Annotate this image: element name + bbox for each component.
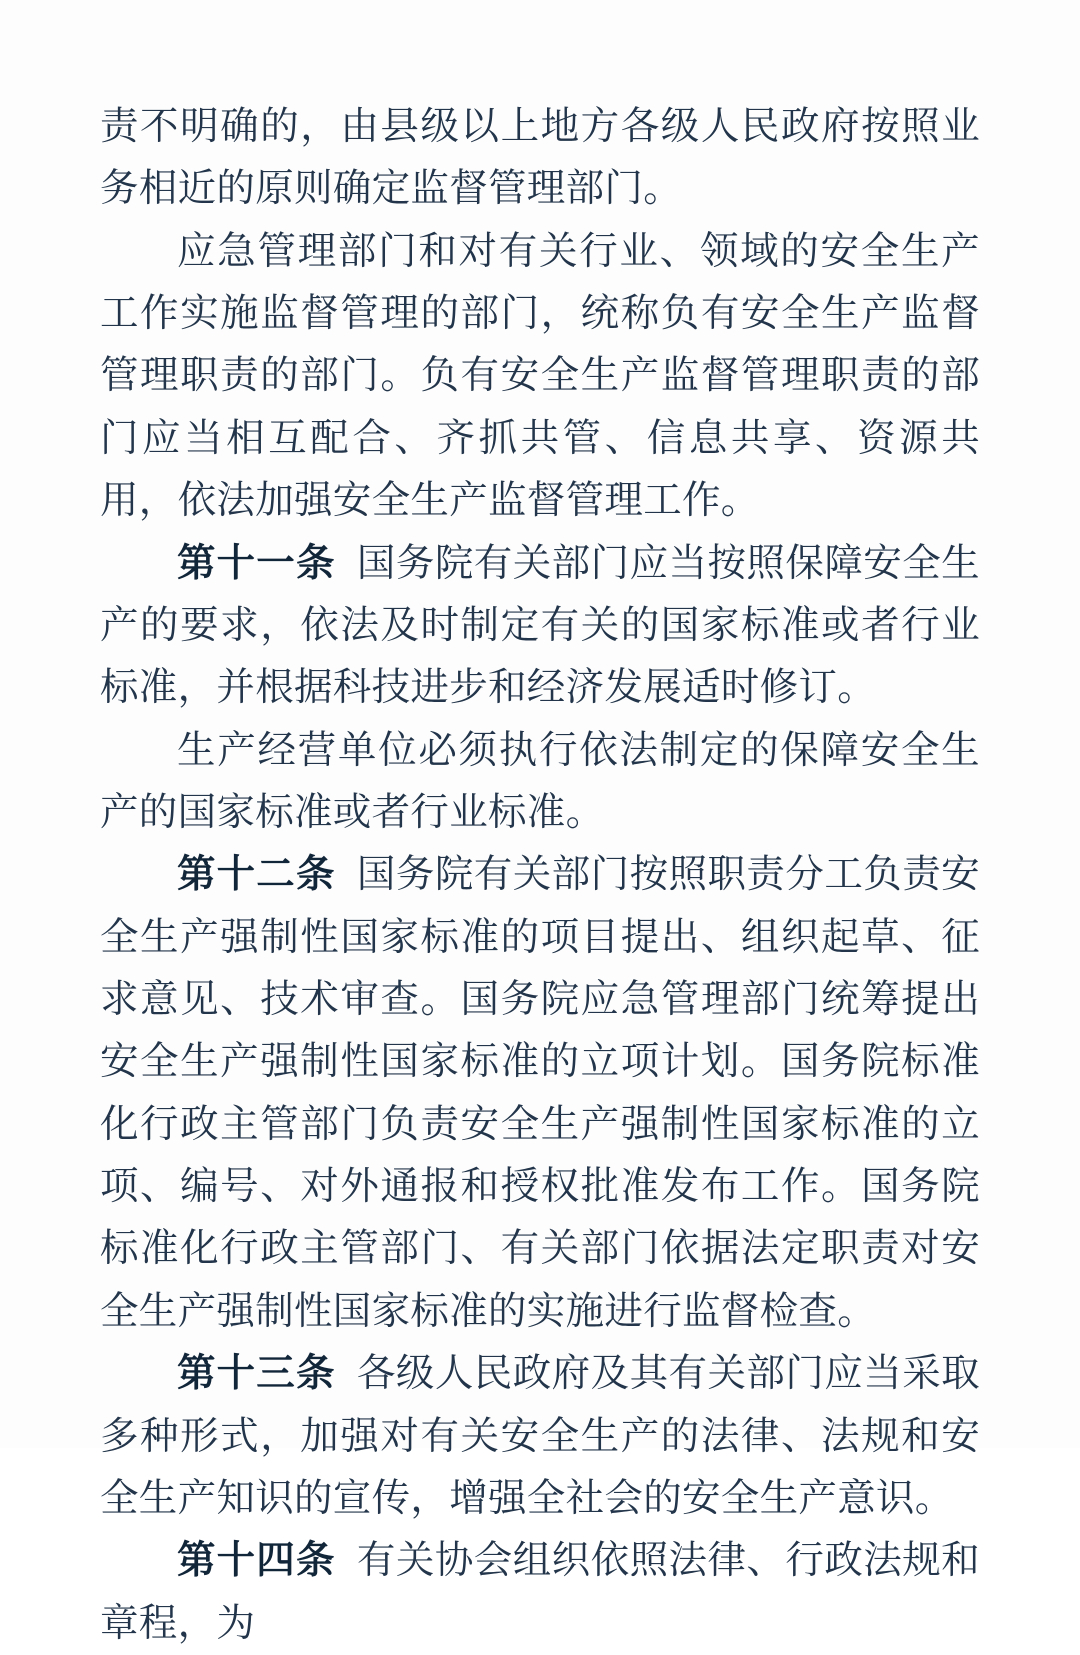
paragraph-text: 责不明确的，由县级以上地方各级人民政府按照业务相近的原则确定监督管理部门。 xyxy=(100,106,980,211)
paragraph-text: 各级人民政府及其有关部门应当采取多种形式，加强对有关安全生产的法律、法规和安全生产知识的宣传，增强全社会的安全生产意识。 xyxy=(100,1353,980,1520)
paragraph-text: 应急管理部门和对有关行业、领域的安全生产工作实施监督管理的部门，统称负有安全生产监督管理职责的部门。负有安全生产监督管理职责的部门应当相互配合、齐抓共管、信息共享、资源共用，依法加强安全生产监督管理工作。 xyxy=(100,230,980,523)
article-label: 第十四条 xyxy=(177,1539,336,1583)
article-14 xyxy=(100,1530,980,1655)
article-13 xyxy=(100,1343,980,1530)
article-label: 第十一条 xyxy=(177,541,336,585)
article-label: 第十三条 xyxy=(177,1352,336,1396)
paragraph-emergency-management xyxy=(100,221,980,533)
document-body xyxy=(100,96,980,1655)
article-12 xyxy=(100,844,980,1343)
paragraph-text: 国务院有关部门应当按照保障安全生产的要求，依法及时制定有关的国家标准或者行业标准，并根据科技进步和经济发展适时修订。 xyxy=(100,542,980,710)
article-label: 第十二条 xyxy=(177,853,336,897)
article-11 xyxy=(100,533,980,720)
paragraph-text: 有关协会组织依照法律、行政法规和章程，为 xyxy=(100,1540,980,1645)
paragraph-continuation xyxy=(100,96,980,221)
paragraph-text: 生产经营单位必须执行依法制定的保障安全生产的国家标准或者行业标准。 xyxy=(100,729,980,834)
paragraph-text: 国务院有关部门按照职责分工负责安全生产强制性国家标准的项目提出、组织起草、征求意见、技术审查。国务院应急管理部门统筹提出安全生产强制性国家标准的立项计划。国务院标准化行政主管部门负责安全生产强制性国家标准的立项、编号、对外通报和授权批准发布工作。国务院标准化行政主管部门、有关部门依据法定职责对安全生产强制性国家标准的实施进行监督检查。 xyxy=(100,854,980,1333)
paragraph-production-units xyxy=(100,720,980,845)
